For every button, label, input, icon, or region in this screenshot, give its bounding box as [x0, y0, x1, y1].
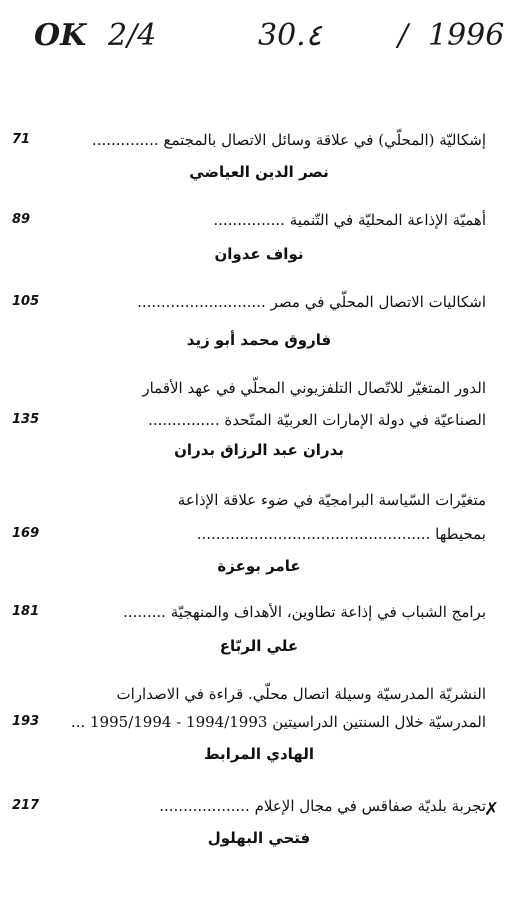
- entry-title: أهميّة الإذاعة المحليّة في التّنمية: [289, 211, 486, 229]
- entry-title: برامج الشباب في إذاعة تطاوين، الأهداف والمنهجيّة: [170, 603, 486, 621]
- entry-title: إشكاليّة (المحلّي) في علاقة وسائل الاتصال بالمجتمع: [163, 131, 486, 149]
- entry-author: علي الربّاع: [219, 637, 299, 655]
- leader-dots: .........: [123, 603, 166, 621]
- handwritten-date: 30.٤: [258, 18, 322, 53]
- handwritten-slash: /: [398, 18, 409, 53]
- handwritten-year: 1996: [428, 18, 505, 53]
- entry-title: متغيّرات السّياسة البرامجيّة في ضوء علاقة الإذاعة: [177, 491, 486, 509]
- entry-author: عامر بوعزة: [217, 557, 301, 575]
- entry-title-line: [10, 208, 486, 232]
- page-number: 105: [12, 294, 40, 309]
- entry-author: فتحي البهلول: [207, 829, 311, 847]
- page-number: 181: [12, 604, 40, 619]
- entry-author: الهادي المرابط: [204, 745, 314, 763]
- entry-author: بدران عبد الرزاق بدران: [174, 441, 344, 459]
- leader-dots: ...: [70, 713, 86, 731]
- handwritten-fraction: 2/4: [108, 18, 157, 53]
- entry-title: المدرسيّة خلال السنتين الدراسيتين 1994/1993 - 1995/1994: [90, 713, 486, 731]
- entry-title-line: [10, 376, 486, 400]
- page-number: 135: [12, 412, 40, 427]
- entry-title: الصناعيّة في دولة الإمارات العربيّة المتّحدة: [224, 411, 486, 429]
- page-number: 193: [12, 714, 40, 729]
- entry-title: بمحيطها: [435, 525, 486, 543]
- entry-author: فاروق محمد أبو زيد: [186, 331, 332, 349]
- entry-author: نصر الدين العياضي: [189, 163, 329, 181]
- entry-title: تجربة بلديّة صفاقس في مجال الإعلام: [254, 797, 486, 815]
- entry-title-line: [10, 682, 486, 706]
- entry-title-line: [10, 710, 486, 734]
- entry-title-line: [10, 290, 486, 314]
- handwritten-ok: OK: [34, 18, 87, 53]
- leader-dots: ..............: [91, 131, 159, 149]
- entry-title-line: [10, 522, 486, 546]
- entry-title-line: [10, 794, 486, 818]
- leader-dots: .................................................: [196, 525, 431, 543]
- entry-title-line: [10, 408, 486, 432]
- entry-title-line: [10, 600, 486, 624]
- entry-title: الدور المتغيّر للاتّصال التلفزيوني المحلّي في عهد الأقمار: [142, 379, 486, 397]
- entry-title-line: [10, 488, 486, 512]
- entry-title: النشريّة المدرسيّة وسيلة اتصال محلّي. قراءة في الاصدارات: [116, 685, 486, 703]
- entry-title: اشكاليات الاتصال المحلّي في مصر: [270, 293, 486, 311]
- leader-dots: ...............: [213, 211, 285, 229]
- page-number: 71: [12, 132, 31, 147]
- page-number: 89: [12, 212, 31, 227]
- leader-dots: ...........................: [137, 293, 266, 311]
- entry-title-line: [10, 128, 486, 152]
- leader-dots: ...............: [148, 411, 220, 429]
- entry-author: نواف عدوان: [214, 245, 304, 263]
- page-number: 169: [12, 526, 40, 541]
- page-number: 217: [12, 798, 40, 813]
- leader-dots: ...................: [159, 797, 250, 815]
- handwritten-cross-icon: ✗: [484, 799, 500, 820]
